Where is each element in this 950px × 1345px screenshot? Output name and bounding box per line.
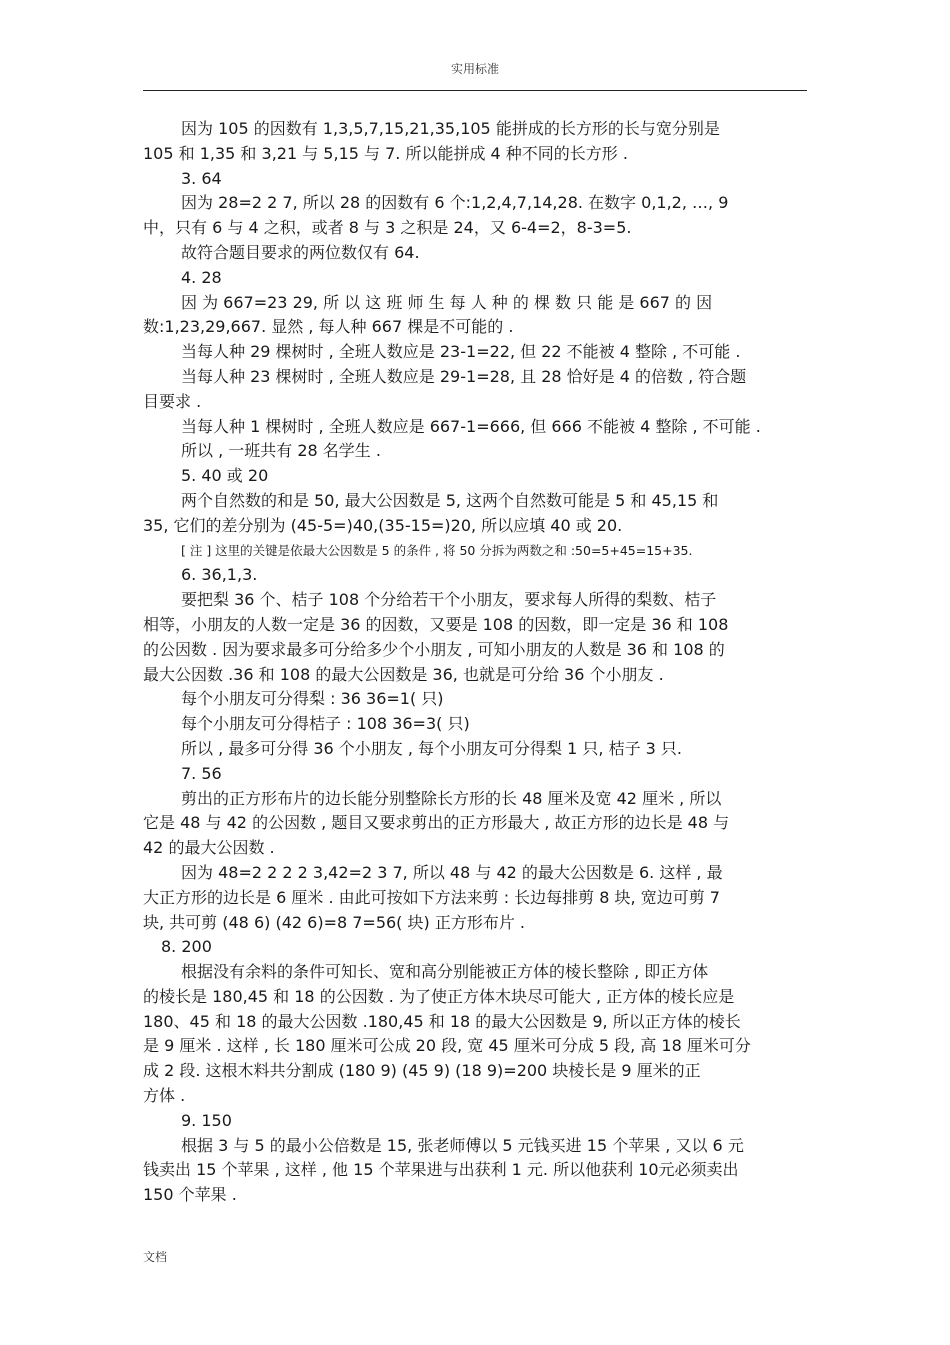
text-line: 因 为 667=23 29, 所 以 这 班 师 生 每 人 种 的 棵 数 只 能 是 667 的 因 — [181, 292, 713, 312]
text-line: 根据没有余料的条件可知长、宽和高分别能被正方体的棱长整除 , 即正方体 — [181, 962, 709, 982]
text-line: 两个自然数的和是 50, 最大公因数是 5, 这两个自然数可能是 5 和 45,15 和 — [181, 490, 719, 510]
text-line: 当每人种 29 棵树时 , 全班人数应是 23-1=22, 但 22 不能被 4 整除 , 不可能 . — [181, 342, 741, 362]
text-line: 的棱长是 180,45 和 18 的公因数 . 为了使正方体木块尽可能大 , 正方体的棱长应是 — [143, 986, 735, 1006]
text-line: 故符合题目要求的两位数仅有 64. — [181, 242, 420, 262]
text-line: 105 和 1,35 和 3,21 与 5,15 与 7. 所以能拼成 4 种不同的长方形 . — [143, 143, 628, 163]
text-line: 目要求 . — [143, 391, 202, 411]
text-line: 35, 它们的差分别为 (45-5=)40,(35-15=)20, 所以应填 40 或 20. — [143, 515, 623, 535]
text-line: 最大公因数 .36 和 108 的最大公因数是 36, 也就是可分给 36 个小朋友 . — [143, 664, 664, 684]
text-line: 是 9 厘米 . 这样 , 长 180 厘米可公成 20 段, 宽 45 厘米可分成 5 段, 高 18 厘米可分 — [143, 1036, 751, 1056]
text-line: 当每人种 23 棵树时 , 全班人数应是 29-1=28, 且 28 恰好是 4 的倍数 , 符合题 — [181, 366, 747, 386]
text-line: 钱卖出 15 个苹果 , 这样 , 他 15 个苹果进与出获利 1 元. 所以他获利 10元必须卖出 — [143, 1160, 739, 1180]
text-line: 所以 , 最多可分得 36 个小朋友 , 每个小朋友可分得梨 1 只, 桔子 3 只. — [181, 738, 683, 758]
text-line: 4. 28 — [181, 267, 222, 287]
text-line: 剪出的正方形布片的边长能分别整除长方形的长 48 厘米及宽 42 厘米 , 所以 — [181, 788, 722, 808]
header-divider — [143, 90, 807, 91]
text-line: 每个小朋友可分得桔子 : 108 36=3( 只) — [181, 714, 470, 734]
document-body — [143, 117, 807, 1208]
text-line: 9. 150 — [181, 1110, 232, 1130]
text-line: 150 个苹果 . — [143, 1185, 237, 1205]
text-line: 当每人种 1 棵树时 , 全班人数应是 667-1=666, 但 666 不能被 4 整除 , 不可能 . — [181, 416, 761, 436]
text-line: 数:1,23,29,667. 显然 , 每人种 667 棵是不可能的 . — [143, 317, 514, 337]
text-line: 8. 200 — [161, 937, 212, 957]
page-header: 实用标准 — [450, 62, 499, 76]
text-line: 7. 56 — [181, 763, 222, 783]
text-line: 每个小朋友可分得梨 : 36 36=1( 只) — [181, 689, 444, 709]
text-line: 相等，小朋友的人数一定是 36 的因数，又要是 108 的因数，即一定是 36 和 108 — [143, 614, 729, 634]
text-line: 根据 3 与 5 的最小公倍数是 15, 张老师傅以 5 元钱买进 15 个苹果 , 又以 6 元 — [181, 1135, 744, 1155]
text-line: [ 注 ] 这里的关键是依最大公因数是 5 的条件 , 将 50 分拆为两数之和 :50=5+45=15+35. — [181, 542, 693, 558]
text-line: 成 2 段. 这根木料共分割成 (180 9) (45 9) (18 9)=200 块棱长是 9 厘米的正 — [143, 1061, 701, 1081]
text-line: 42 的最大公因数 . — [143, 838, 275, 858]
text-line: 因为 48=2 2 2 2 3,42=2 3 7, 所以 48 与 42 的最大公因数是 6. 这样 , 最 — [181, 862, 723, 882]
text-line: 因为 105 的因数有 1,3,5,7,15,21,35,105 能拼成的长方形的长与宽分别是 — [181, 119, 720, 138]
text-line: 大正方形的边长是 6 厘米 . 由此可按如下方法来剪 : 长边每排剪 8 块, 宽边可剪 7 — [143, 887, 720, 907]
text-line: 块, 共可剪 (48 6) (42 6)=8 7=56( 块) 正方形布片 . — [143, 912, 526, 932]
text-line: 要把梨 36 个、桔子 108 个分给若干个小朋友，要求每人所得的梨数、桔子 — [181, 590, 717, 610]
text-line: 因为 28=2 2 7, 所以 28 的因数有 6 个:1,2,4,7,14,28. 在数字 0,1,2, …, 9 — [181, 193, 729, 213]
text-line: 180、45 和 18 的最大公因数 .180,45 和 18 的最大公因数是 9, 所以正方体的棱长 — [143, 1011, 741, 1031]
text-line: 3. 64 — [181, 168, 222, 188]
text-line: 中，只有 6 与 4 之积，或者 8 与 3 之积是 24，又 6-4=2，8-3=5. — [143, 218, 632, 238]
page-footer: 文档 — [143, 1250, 168, 1264]
text-line: 5. 40 或 20 — [181, 466, 269, 486]
text-line: 它是 48 与 42 的公因数 , 题目又要求剪出的正方形最大 , 故正方形的边长是 48 与 — [143, 813, 730, 833]
text-line: 的公因数 . 因为要求最多可分给多少个小朋友 , 可知小朋友的人数是 36 和 108 的 — [143, 639, 725, 659]
text-line: 所以 , 一班共有 28 名学生 . — [181, 441, 381, 461]
text-line: 6. 36,1,3. — [181, 565, 258, 585]
text-line: 方体 . — [143, 1086, 186, 1106]
